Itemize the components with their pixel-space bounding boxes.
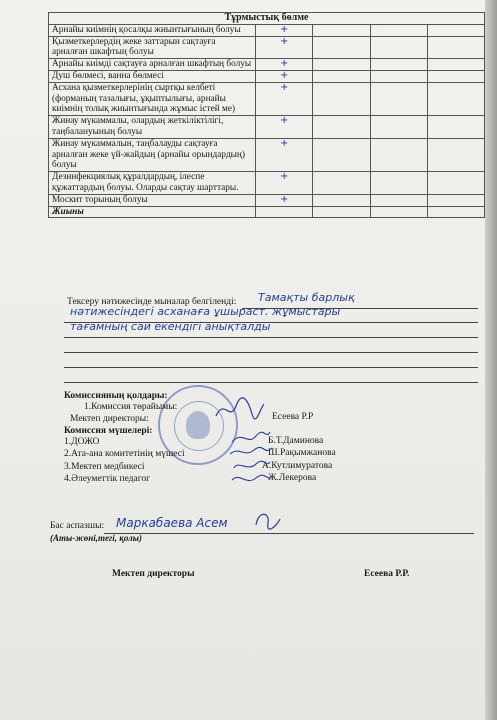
table-row <box>49 24 485 36</box>
rule-line <box>64 352 478 353</box>
table-row <box>49 59 485 71</box>
member-role: 1.ДОЖО <box>64 437 100 447</box>
members-title: Комиссия мүшелері: <box>64 426 153 436</box>
member-name: Ш.Рақымжанова <box>268 448 336 458</box>
inspection-handwriting-line-3: тағамның сай екендігі анықталды <box>70 320 271 333</box>
table-row <box>49 138 485 171</box>
inspection-handwriting-line-1: Тамақты барлық <box>258 291 355 304</box>
checklist-table <box>48 12 485 218</box>
row-mark: + <box>256 24 313 36</box>
rule-line <box>64 337 478 338</box>
chef-label: Бас аспазшы: <box>50 521 105 531</box>
total-label: Жиыны <box>49 206 256 218</box>
row-mark: + <box>256 70 313 82</box>
row-mark: + <box>256 36 313 59</box>
emblem-icon <box>186 411 210 439</box>
footer-director-name: Есеева Р.Р. <box>364 569 410 579</box>
table-row <box>49 194 485 206</box>
page-edge <box>485 0 497 720</box>
row-label: Арнайы киімді сақтауға арналған шкафтың болуы <box>49 59 256 71</box>
chair-label: 1.Комиссия төрайымы: <box>84 402 178 412</box>
member-name: Б.Т.Даминова <box>268 436 324 446</box>
director-signature <box>212 396 267 424</box>
members-signatures <box>226 428 274 490</box>
row-label: Москит торының болуы <box>49 194 256 206</box>
chef-signature <box>252 509 282 531</box>
table-row <box>49 172 485 195</box>
rule-line <box>104 533 474 534</box>
member-role: 3.Мектеп медбикесі <box>64 462 145 472</box>
member-role: 4.Әлеуметтік педагог <box>64 474 151 484</box>
rule-line <box>64 382 478 383</box>
row-mark: + <box>256 138 313 171</box>
footer-director-label: Мектеп директоры <box>112 569 195 579</box>
member-name: А.Кутлимуратова <box>262 461 333 471</box>
row-label: Арнайы киімнің қосалқы жиынтығының болуы <box>49 24 256 36</box>
row-mark: + <box>256 172 313 195</box>
row-mark: + <box>256 194 313 206</box>
table-row <box>49 70 485 82</box>
row-label: Душ бөлмесі, ванна бөлмесі <box>49 70 256 82</box>
section-title: Тұрмыстық бөлме <box>49 13 485 25</box>
row-label: Дезинфекциялық құралдардың, ілеспе құжаттардың болуы. Оларды сақтау шарттары. <box>49 172 256 195</box>
table-row <box>49 82 485 115</box>
row-mark: + <box>256 82 313 115</box>
commission-signatures-title: Комиссияның қолдары: <box>64 391 168 401</box>
director-label: Мектеп директоры: <box>70 414 149 424</box>
director-name: Есеева Р.Р <box>272 412 314 422</box>
inspection-label: Тексеру нәтижесінде мыналар белгіленді: <box>67 297 237 307</box>
member-role: 2.Ата-ана комитетінің мүшесі <box>64 449 185 459</box>
rule-line <box>64 367 478 368</box>
member-name: Ж.Лекерова <box>268 473 317 483</box>
table-row <box>49 116 485 139</box>
row-label: Асхана қызметкерлерінің сыртқы келбеті (форманың тазалығы, ұқыптылығы, арнайы киімнің толық жиынтығында жұмыс істей ме) <box>49 82 256 115</box>
row-label: Жинау мүкаммалы, олардың жеткіліктілігі, таңбалануының болуы <box>49 116 256 139</box>
table-row <box>49 36 485 59</box>
table-header-row <box>49 13 485 25</box>
name-hint: (Аты-жөні,тегі, қолы) <box>50 533 142 543</box>
row-mark: + <box>256 59 313 71</box>
row-label: Жинау мүкаммалын, таңбалауды сақтауға арналған жеке үй-жайдың (арнайы орындардың) болуы <box>49 138 256 171</box>
row-mark: + <box>256 116 313 139</box>
chef-handwriting: Маркабаева Асем <box>116 516 228 530</box>
inspection-handwriting-line-2: нәтижесіндегі асханаға ұшыраст. жұмыстары <box>70 305 341 318</box>
table-total-row <box>49 206 485 218</box>
row-label: Қызметкерлердің жеке заттарын сақтауға арналған шкафтың болуы <box>49 36 256 59</box>
